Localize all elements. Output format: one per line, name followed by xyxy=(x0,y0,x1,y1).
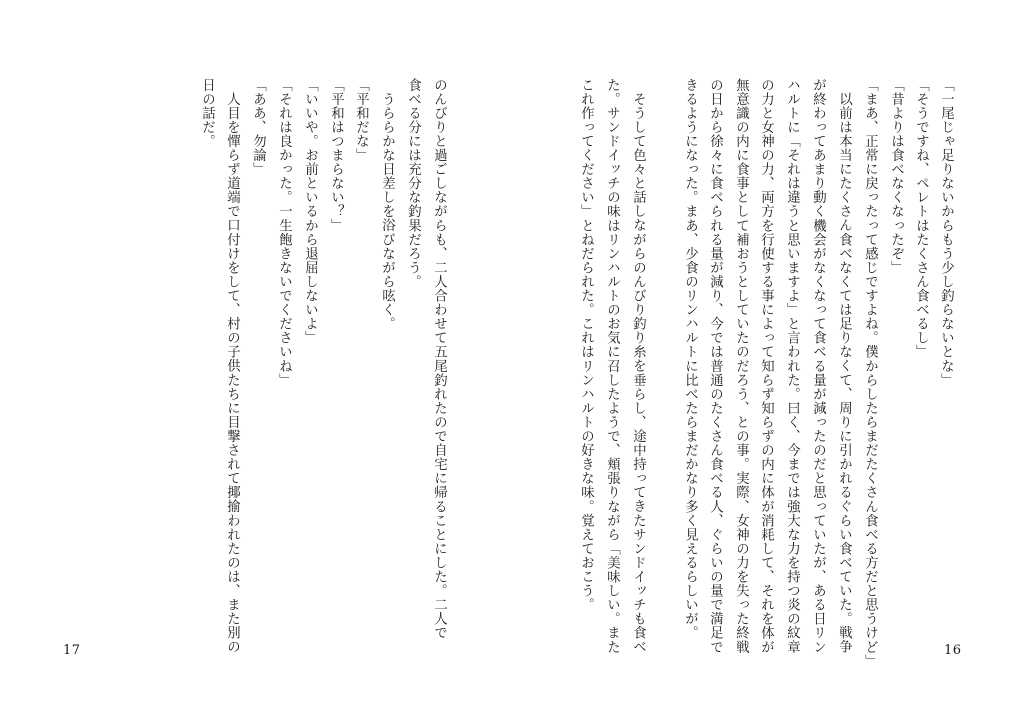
text-column: の力と女神の力、両方を行使する事によって知らず知らずの内に体が消耗して、それを体が xyxy=(758,78,774,655)
text-column: 「一尾じゃ足りないからもう少し釣らないとな」 xyxy=(938,78,954,388)
text-column: 人目を憚らず道端で口付けをして、村の子供たちに目撃されて揶揄われたのは、また別の xyxy=(224,92,240,654)
text-column: 「平和だな」 xyxy=(353,78,369,163)
text-column: 「昔よりは食べなくなったぞ」 xyxy=(888,78,904,275)
text-column: 「まあ、正常に戻ったって感じですよね。僕からしたらまだたくさん食べる方だと思うけど」 xyxy=(862,78,878,669)
text-column: の日から徐々に食べられる量が減り、今では普通のたくさん食べる人、ぐらいの量で満足で xyxy=(707,78,723,655)
text-column: そうして色々と話しながらのんびり釣り糸を垂らし、途中持ってきたサンドイッチも食べ xyxy=(630,92,646,654)
text-column: た。サンドイッチの味はリンハルトのお気に召したようで、頬張りながら「美味しい。また xyxy=(604,78,620,655)
text-column: 食べる分には充分な釣果だろう。 xyxy=(405,78,421,289)
text-column: 「それは良かった。一生飽きないでくださいね」 xyxy=(276,78,292,388)
text-column: 以前は本当にたくさん食べなくては足りなくて、周りに引かれるぐらい食べていた。戦争 xyxy=(836,92,852,654)
text-column: 「平和はつまらない？」 xyxy=(328,78,344,233)
text-column: 「ああ、勿論」 xyxy=(250,78,266,177)
text-column: 「いいや。お前といるから退屈しないよ」 xyxy=(302,78,318,345)
text-column: 日の話だ。 xyxy=(199,78,215,149)
page-number-right: 16 xyxy=(944,643,962,658)
text-column: のんびりと過ごしながらも、二人合わせて五尾釣れたので自宅に帰ることにした。二人で xyxy=(431,78,447,640)
text-column: これ作ってください」とねだられた。これはリンハルトの好きな味。覚えておこう。 xyxy=(578,78,594,612)
text-column: ハルトに「それは違うと思いますよ」と言われた。曰く、今までは強大な力を持つ炎の紋章 xyxy=(784,78,800,655)
text-column: が終わってあまり動く機会がなくなって食べる量が減ったのだと思っていたが、ある日リン xyxy=(810,78,826,655)
text-column: 無意識の内に食事として補おうとしていたのだろう、との事。実際、女神の力を失った終戦 xyxy=(733,78,749,655)
text-column: うららかな日差しを浴びながら呟く。 xyxy=(379,92,395,331)
text-column: きるようになった。まあ、少食のリンハルトに比べたらまだかなり多く見えるらしいが。 xyxy=(682,78,698,640)
page-number-left: 17 xyxy=(63,643,81,658)
text-column: 「そうですね、ペレトはたくさん食べるし」 xyxy=(913,78,929,359)
